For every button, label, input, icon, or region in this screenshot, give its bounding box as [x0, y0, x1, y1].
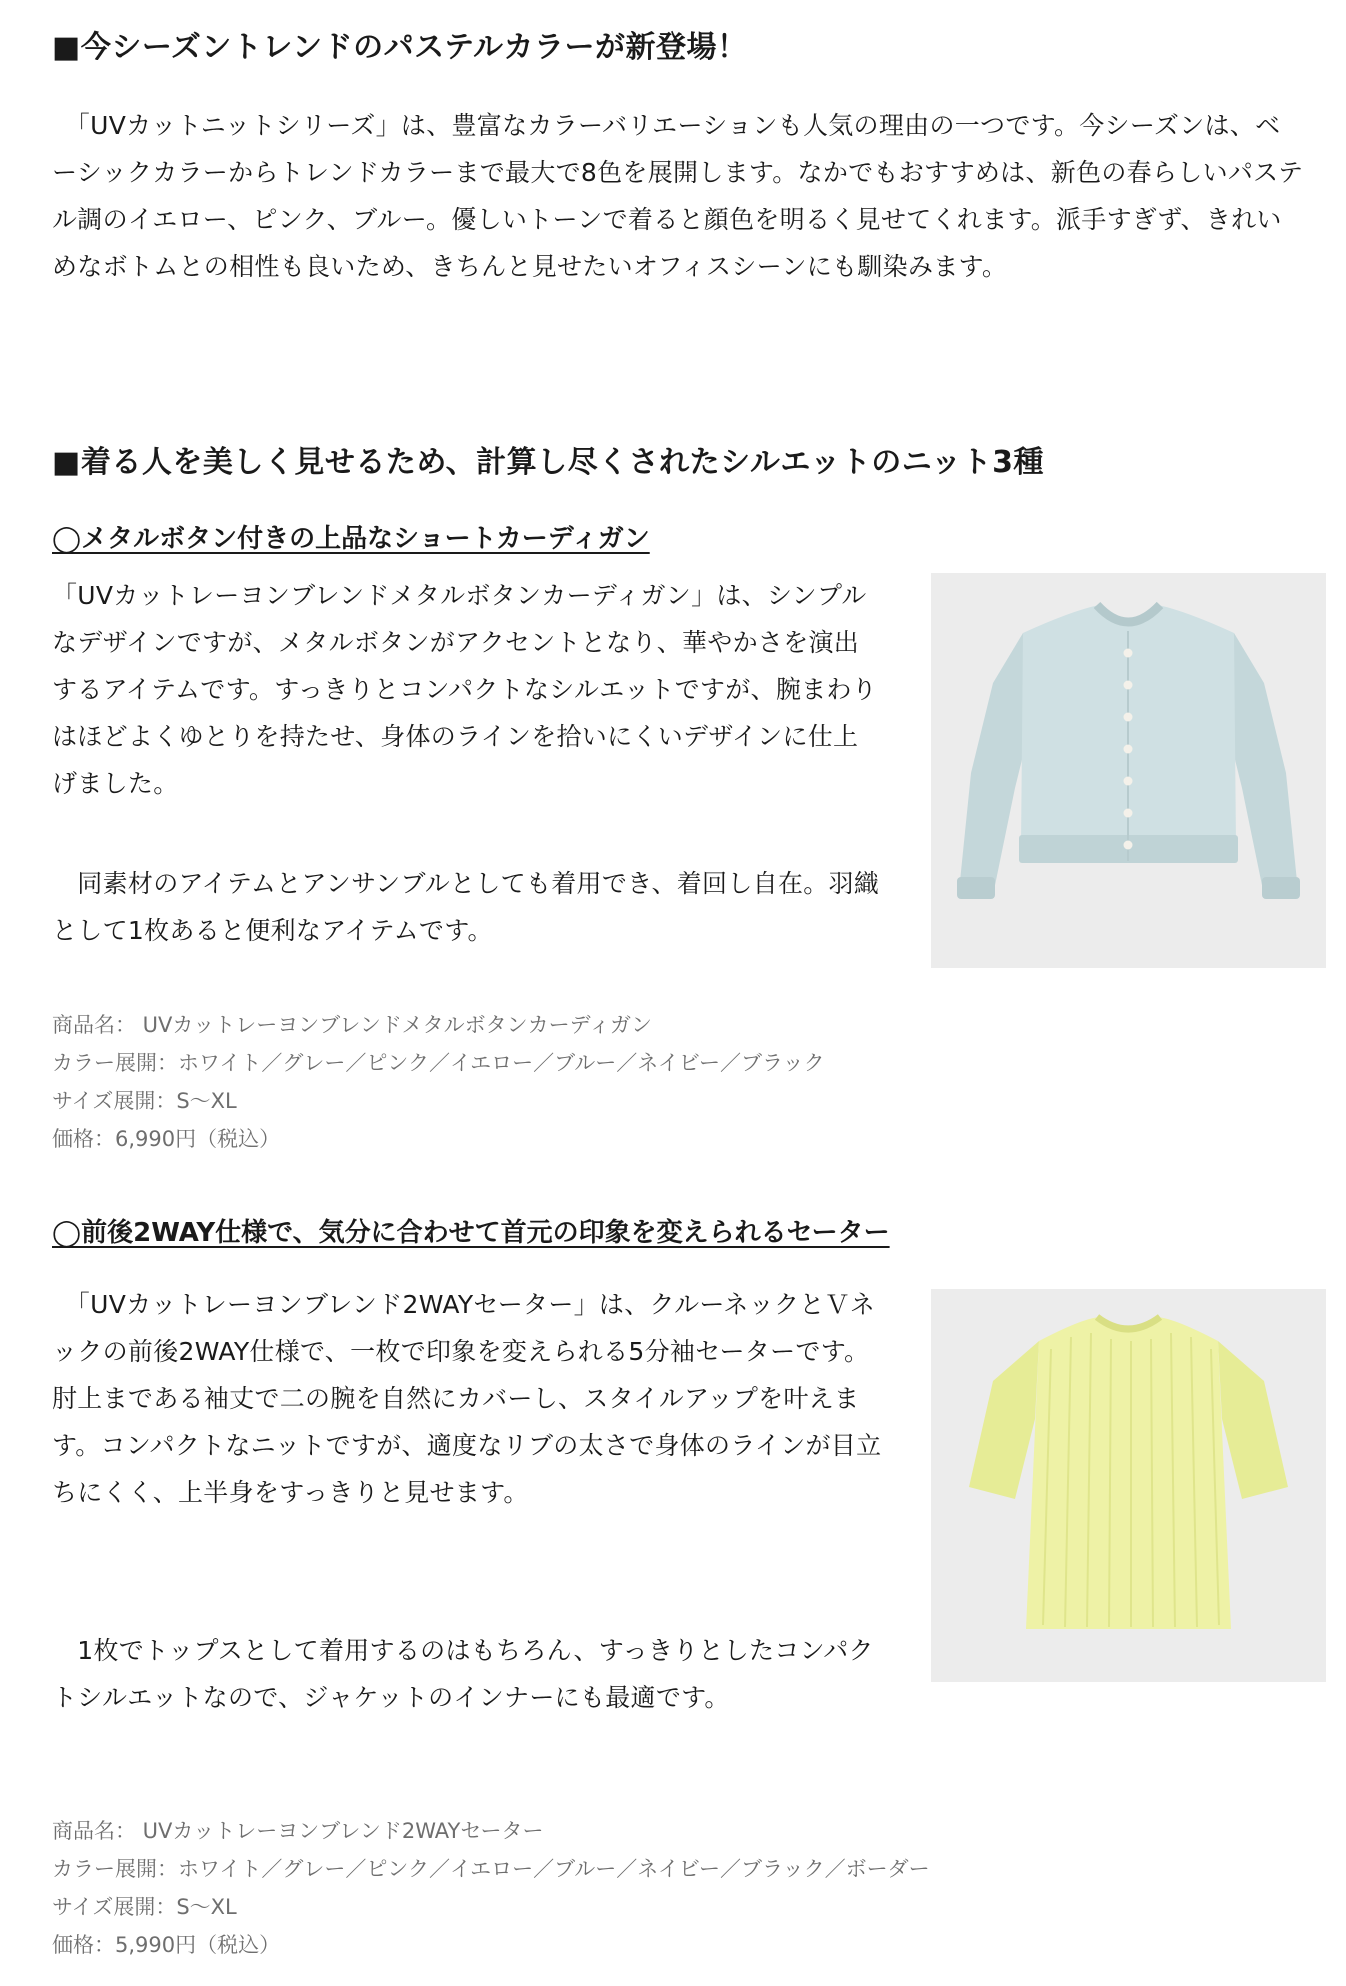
cardigan-illustration [931, 573, 1326, 968]
subheading-sweater: ◯前後2WAY仕様で、気分に合わせて首元の印象を変えられるセーター [52, 1218, 890, 1248]
cardigan-product-name: 商品名： UVカットレーヨンブレンドメタルボタンカーディガン [52, 1013, 652, 1037]
sweater-size-options: サイズ展開：S〜XL [52, 1895, 237, 1919]
cardigan-image [931, 573, 1326, 968]
paragraph-sweater-inner: 1枚でトップスとして着用するのはもちろん、すっきりとしたコンパクトシルエットなので、ジャケットのインナーにも最適です。 [52, 1636, 874, 1712]
cardigan-color-options: カラー展開：ホワイト／グレー／ピンク／イエロー／ブルー／ネイビー／ブラック [52, 1051, 825, 1075]
sweater-price: 価格：5,990円（税込） [52, 1933, 281, 1957]
paragraph-pastel-colors: 「UVカットニットシリーズ」は、豊富なカラーバリエーションも人気の理由の一つです。今シーズンは、ベーシックカラーからトレンドカラーまで最大で8色を展開します。なかでもおすすめは、新色の春らしいパステル調のイエロー、ピンク、ブルー。優しいトーンで着ると顔色を明るく見せてくれます。派手すぎず、きれいめなボトムとの相性も良いため、きちんと見せたいオフィスシーンにも馴染みます。 [52, 111, 1304, 281]
paragraph-cardigan-description: 「UVカットレーヨンブレンドメタルボタンカーディガン」は、シンプルなデザインですが、メタルボタンがアクセントとなり、華やかさを演出するアイテムです。すっきりとコンパクトなシルエットですが、腕まわりはほどよくゆとりを持たせ、身体のラインを拾いにくいデザインに仕上げました。 [52, 581, 878, 798]
heading-silhouette: ■着る人を美しく見せるため、計算し尽くされたシルエットのニット3種 [52, 445, 1044, 480]
cardigan-spec-list [52, 1006, 825, 1158]
sweater-image [931, 1289, 1326, 1682]
paragraph-sweater-description: 「UVカットレーヨンブレンド2WAYセーター」は、クルーネックとＶネックの前後2WAY仕様で、一枚で印象を変えられる5分袖セーターです。肘上まである袖丈で二の腕を自然にカバーし、スタイルアップを叶えます。コンパクトなニットですが、適度なリブの太さで身体のラインが目立ちにくく、上半身をすっきりと見せます。 [52, 1290, 882, 1507]
sweater-spec-list [52, 1812, 930, 1964]
cardigan-price: 価格：6,990円（税込） [52, 1127, 281, 1151]
sweater-illustration [931, 1289, 1326, 1682]
subheading-cardigan: ◯メタルボタン付きの上品なショートカーディガン [52, 524, 650, 554]
cardigan-size-options: サイズ展開：S〜XL [52, 1089, 237, 1113]
sweater-color-options: カラー展開：ホワイト／グレー／ピンク／イエロー／ブルー／ネイビー／ブラック／ボーダー [52, 1857, 930, 1881]
paragraph-cardigan-ensemble: 同素材のアイテムとアンサンブルとしても着用でき、着回し自在。羽織として1枚あると便利なアイテムです。 [52, 869, 880, 945]
heading-pastel-colors: ■今シーズントレンドのパステルカラーが新登場！ [52, 30, 748, 65]
sweater-product-name: 商品名： UVカットレーヨンブレンド2WAYセーター [52, 1819, 544, 1843]
